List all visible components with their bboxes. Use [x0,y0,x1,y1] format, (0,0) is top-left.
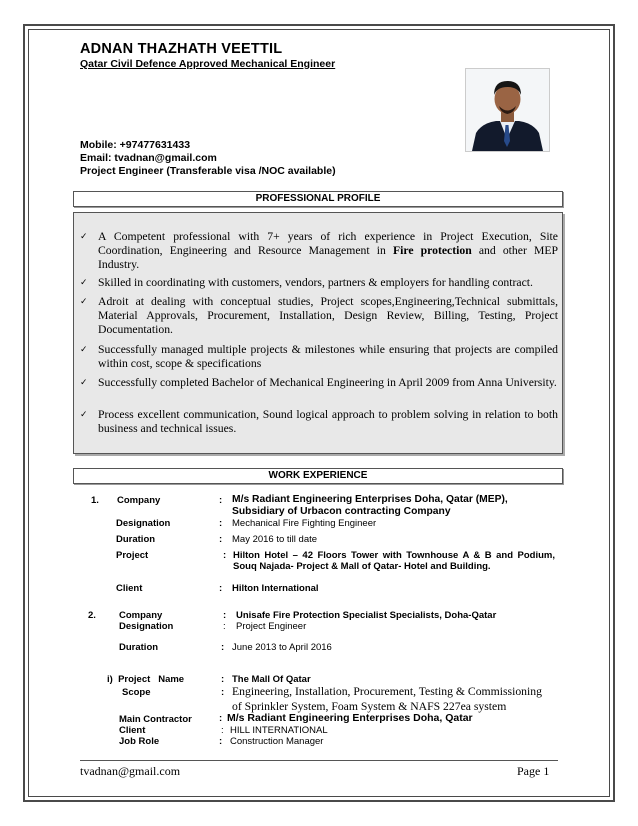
colon: : [219,495,223,506]
designation-value: Mechanical Fire Fighting Engineer [232,518,377,529]
job-number: 2. [88,610,96,621]
profile-item: ✓ Process excellent communication, Sound logical approach to problem solving in relation to both business and technical issues. [80,408,558,435]
page-number: Page 1 [517,764,550,778]
profile-photo [465,68,550,152]
email-address: Email: tvadnan@gmail.com [80,152,217,164]
colon: : [221,642,225,653]
profile-item: ✓ Adroit at dealing with conceptual studies, Project scopes,Engineering,Technical submittals, Material Approvals, Procurement, Installation, Design Review, Billing, Testing, Project Documentation. [80,295,558,336]
candidate-subtitle: Qatar Civil Defence Approved Mechanical Engineer [80,58,336,70]
profile-item: ✓ Successfully managed multiple projects & milestones while ensuring that projects are compiled within cost, scope & specifications [80,343,558,370]
job-number: 1. [91,495,99,506]
colon: : [221,687,225,698]
colon: : [219,713,223,724]
client-value: Hilton International [232,583,319,594]
current-role: Project Engineer (Transferable visa /NOC available) [80,165,336,177]
work-experience-heading: WORK EXPERIENCE [73,468,563,484]
checkmark-icon: ✓ [80,278,88,288]
company-label: Company [117,495,161,506]
mobile-number: Mobile: +97477631433 [80,139,191,151]
colon: : [219,583,223,594]
designation-label: Designation [116,518,171,529]
project-name-label: i) Project Name [107,674,185,685]
duration-value: May 2016 to till date [232,534,318,545]
project-name-value: The Mall Of Qatar [232,674,311,685]
main-contractor-value: M/s Radiant Engineering Enterprises Doha, Qatar [227,712,473,724]
person-portrait-icon [466,69,549,151]
professional-profile-heading: PROFESSIONAL PROFILE [73,191,563,207]
scope-label: Scope [122,687,151,698]
duration-label: Duration [119,642,159,653]
duration-label: Duration [116,534,156,545]
designation-value: Project Engineer [236,621,307,632]
checkmark-icon: ✓ [80,378,88,388]
colon: : [223,610,227,621]
client-value: HILL INTERNATIONAL [230,725,328,736]
checkmark-icon: ✓ [80,410,88,420]
project-value: Hilton Hotel – 42 Floors Tower with Townhouse A & B and Podium, Souq Najada- Project & Mall of Qatar- Hotel and Building. [233,550,555,572]
profile-item: ✓ Successfully completed Bachelor of Mechanical Engineering in April 2009 from Anna University. [80,376,557,389]
colon: : [223,550,227,561]
candidate-name: ADNAN THAZHATH VEETTIL [80,41,283,57]
colon: : [221,725,224,736]
job-role-value: Construction Manager [230,736,324,747]
company-name: M/s Radiant Engineering Enterprises Doha, Qatar (MEP), Subsidiary of Urbacon contracting Company [232,494,508,517]
job-role-label: Job Role [119,736,160,747]
colon: : [219,518,223,529]
duration-value: June 2013 to April 2016 [232,642,332,653]
client-label: Client [119,725,146,736]
footer-divider [80,760,558,761]
footer-email: tvadnan@gmail.com [80,764,181,778]
profile-item: ✓ A Competent professional with 7+ years of rich experience in Project Execution, Site Coordination, Engineering and Resource Management in Fire protection and other MEP Industry. [80,230,559,271]
client-label: Client [116,583,143,594]
colon: : [219,736,223,747]
main-contractor-label: Main Contractor [119,714,192,725]
colon: : [219,534,223,545]
scope-value: Engineering, Installation, Procurement, Testing & Commissioning of Sprinkler System, Foam System & NAFS 227ea system [232,685,542,713]
profile-item: ✓ Skilled in coordinating with customers, vendors, partners & employers for handling contract. [80,276,533,289]
company-name: Unisafe Fire Protection Specialist Specialists, Doha-Qatar [236,610,497,621]
designation-label: Designation [119,621,174,632]
colon: : [223,621,226,632]
checkmark-icon: ✓ [80,297,88,307]
checkmark-icon: ✓ [80,232,88,242]
project-label: Project [116,550,149,561]
checkmark-icon: ✓ [80,345,88,355]
company-label: Company [119,610,163,621]
colon: : [221,674,225,685]
